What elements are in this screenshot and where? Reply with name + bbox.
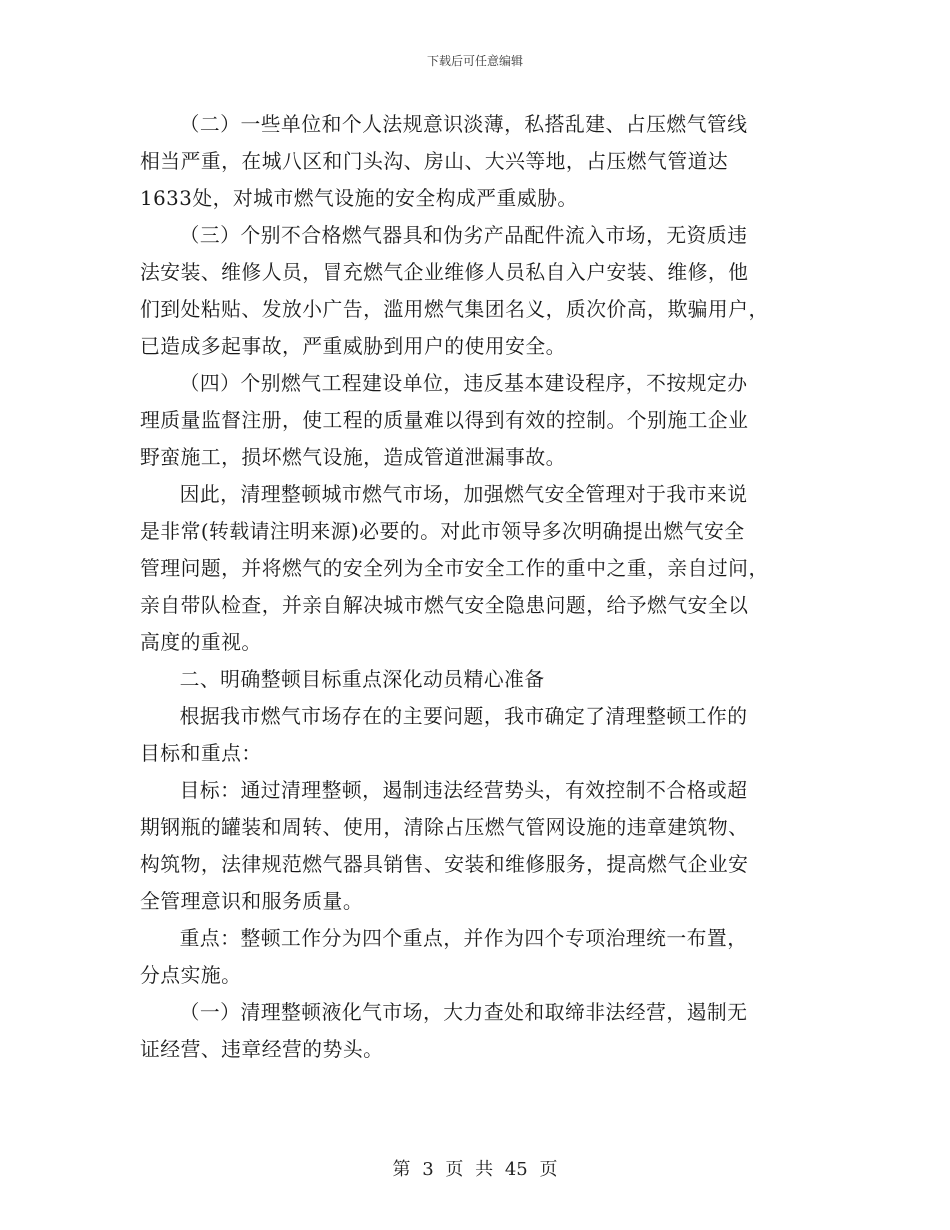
- paragraph-basis: 根据我市燃气市场存在的主要问题，我市确定了清理整顿工作的 目标和重点：: [140, 705, 748, 765]
- paragraph-3: （三）个别不合格燃气器具和伪劣产品配件流入市场，无资质违 法安装、维修人员，冒充燃气企业维修人员私自入户安装、维修，他 们到处粘贴、发放小广告，滥用燃气集团名义，质次价高，欺骗用户， 已造成多起事故，严重威胁到用户的使用安全。: [140, 224, 769, 358]
- paragraph-item-1: （一）清理整顿液化气市场，大力查处和取缔非法经营，遏制无 证经营、违章经营的势头。: [140, 1001, 748, 1061]
- paragraph-2: （二）一些单位和个人法规意识淡薄，私搭乱建、占压燃气管线 相当严重，在城八区和门头沟、房山、大兴等地，占压燃气管道达 1633处，对城市燃气设施的安全构成严重威胁。: [140, 113, 748, 210]
- paragraph-therefore: 因此，清理整顿城市燃气市场，加强燃气安全管理对于我市来说 是非常(转载请注明来源)必要的。对此市领导多次明确提出燃气安全 管理问题，并将燃气的安全列为全市安全工作的重中之重，亲自过问， 亲自带队检查，并亲自解决城市燃气安全隐患问题，给予燃气安全以 高度的重视。: [140, 483, 769, 654]
- paragraph-focus: 重点：整顿工作分为四个重点，并作为四个专项治理统一布置， 分点实施。: [140, 927, 748, 987]
- page-footer: 第 3 页 共 45 页: [392, 1159, 558, 1180]
- document-body: [140, 106, 812, 1068]
- section-heading: 二、明确整顿目标重点深化动员精心准备: [179, 668, 545, 691]
- paragraph-goal: 目标：通过清理整顿，遏制违法经营势头，有效控制不合格或超 期钢瓶的罐装和周转、使用，清除占压燃气管网设施的违章建筑物、 构筑物，法律规范燃气器具销售、安装和维修服务，提高燃气企业安 全管理意识和服务质量。: [140, 779, 749, 913]
- paragraph-4: （四）个别燃气工程建设单位，违反基本建设程序，不按规定办 理质量监督注册，使工程的质量难以得到有效的控制。个别施工企业 野蛮施工，损坏燃气设施，造成管道泄漏事故。: [140, 372, 749, 469]
- page-header: 下载后可任意编辑: [426, 54, 523, 68]
